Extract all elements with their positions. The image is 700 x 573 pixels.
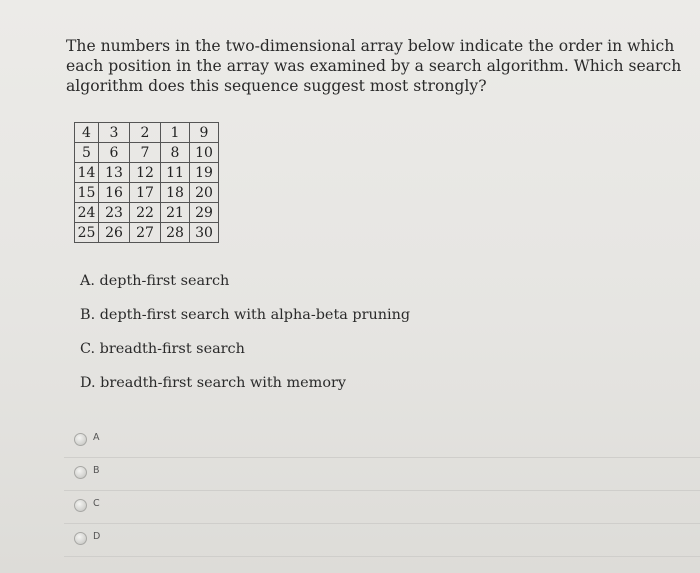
grid-cell: 3 [99, 123, 130, 143]
radio-button-icon[interactable] [74, 433, 87, 446]
radio-group [64, 425, 700, 557]
grid-cell: 10 [190, 143, 219, 163]
radio-label-a: A [93, 432, 100, 443]
grid-row [75, 143, 219, 163]
grid-cell: 11 [161, 163, 190, 183]
grid-cell: 28 [161, 223, 190, 243]
grid-cell: 16 [99, 183, 130, 203]
grid-cell: 2 [130, 123, 161, 143]
grid-cell: 14 [75, 163, 99, 183]
grid-cell: 19 [190, 163, 219, 183]
radio-option-d[interactable] [64, 524, 700, 557]
grid-cell: 26 [99, 223, 130, 243]
radio-button-icon[interactable] [74, 466, 87, 479]
grid-cell: 25 [75, 223, 99, 243]
grid-row [75, 163, 219, 183]
grid-row [75, 203, 219, 223]
grid-row [75, 223, 219, 243]
radio-label-b: B [93, 465, 100, 476]
grid-row [75, 123, 219, 143]
grid-cell: 23 [99, 203, 130, 223]
radio-label-d: D [93, 531, 101, 542]
radio-button-icon[interactable] [74, 532, 87, 545]
grid-cell: 13 [99, 163, 130, 183]
choice-d: D. breadth-first search with memory [80, 375, 346, 391]
grid-cell: 15 [75, 183, 99, 203]
grid-cell: 1 [161, 123, 190, 143]
radio-button-icon[interactable] [74, 499, 87, 512]
choice-a: A. depth-first search [80, 273, 230, 289]
grid-row [75, 183, 219, 203]
grid-cell: 21 [161, 203, 190, 223]
choice-c: C. breadth-first search [80, 341, 245, 357]
choice-b: B. depth-first search with alpha-beta pruning [80, 307, 411, 323]
grid-cell: 12 [130, 163, 161, 183]
grid-cell: 20 [190, 183, 219, 203]
grid-cell: 4 [75, 123, 99, 143]
grid-cell: 9 [190, 123, 219, 143]
grid-cell: 22 [130, 203, 161, 223]
grid-cell: 7 [130, 143, 161, 163]
grid-cell: 8 [161, 143, 190, 163]
grid-cell: 6 [99, 143, 130, 163]
grid-cell: 5 [75, 143, 99, 163]
question-text: The numbers in the two-dimensional array below indicate the order in which each position in the array was examined by a search algorithm. Which search algorithm does this sequence suggest most strongly? [66, 37, 682, 95]
order-grid [74, 122, 219, 243]
radio-option-a[interactable] [64, 425, 700, 458]
radio-option-b[interactable] [64, 458, 700, 491]
grid-cell: 29 [190, 203, 219, 223]
radio-option-c[interactable] [64, 491, 700, 524]
radio-label-c: C [93, 498, 100, 509]
grid-cell: 27 [130, 223, 161, 243]
grid-cell: 17 [130, 183, 161, 203]
answer-choices [80, 270, 410, 406]
grid-cell: 24 [75, 203, 99, 223]
grid-cell: 30 [190, 223, 219, 243]
grid-cell: 18 [161, 183, 190, 203]
